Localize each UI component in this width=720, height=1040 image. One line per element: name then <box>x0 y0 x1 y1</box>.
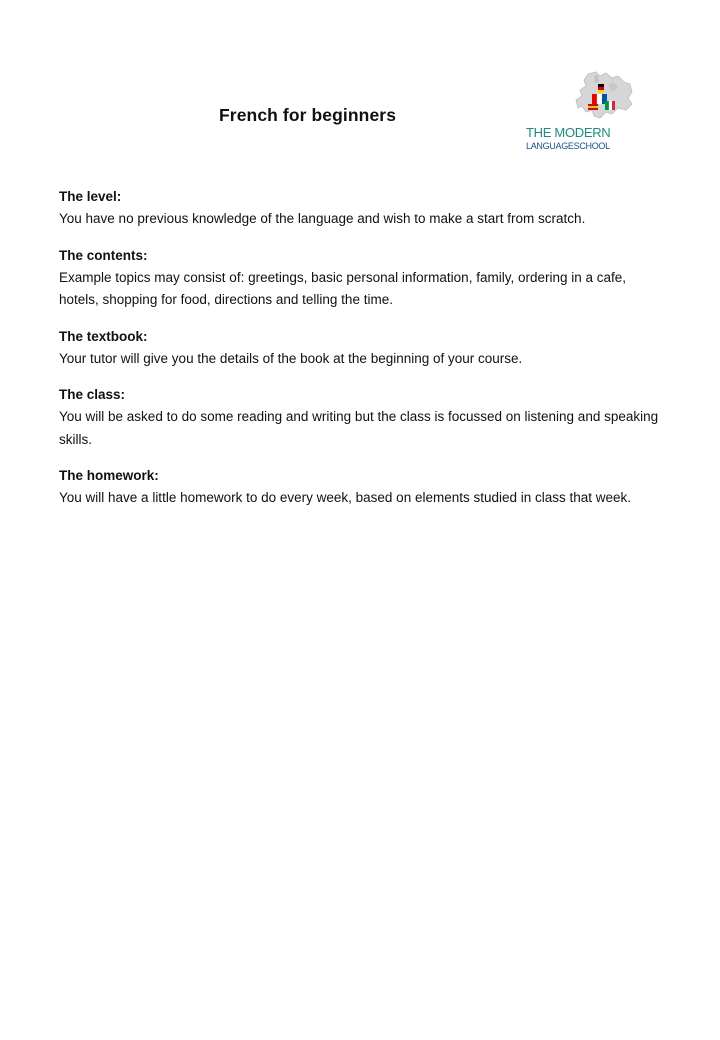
section-body: You will have a little homework to do every week, based on elements studied in class that week. <box>59 490 632 505</box>
logo-text-line1: THE MODERN <box>526 125 611 140</box>
section-heading: The textbook: <box>59 328 148 344</box>
logo-text-line2: LANGUAGESCHOOL <box>526 141 610 151</box>
section-heading: The class: <box>59 387 126 402</box>
section-body: You will be asked to do some reading and writing but the class is focussed on listening and speaking skills. <box>59 409 659 447</box>
section-body: Example topics may consist of: greetings, basic personal information, family, ordering in a cafe, hotels, shopping for food, directions and telling the time. <box>59 269 627 307</box>
section-class <box>59 384 659 451</box>
section-contents <box>59 245 659 312</box>
section-body: You have no previous knowledge of the language and wish to make a start from scratch. <box>59 211 586 226</box>
section-body: Your tutor will give you the details of the book at the beginning of your course. <box>59 350 523 366</box>
section-homework <box>59 465 659 510</box>
document-title: French for beginners <box>219 105 397 125</box>
europe-map-logo-icon <box>548 70 638 126</box>
school-logo <box>522 70 642 156</box>
section-heading: The contents: <box>59 247 148 263</box>
document-body <box>59 186 659 524</box>
section-heading: The level: <box>59 189 122 204</box>
section-heading: The homework: <box>59 468 159 483</box>
section-level <box>59 186 659 231</box>
section-textbook <box>59 326 659 371</box>
